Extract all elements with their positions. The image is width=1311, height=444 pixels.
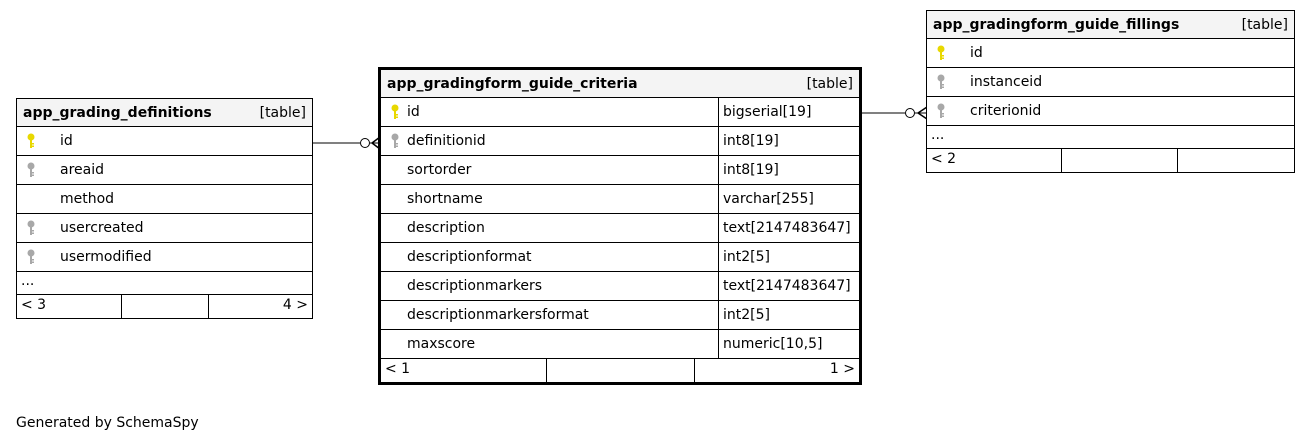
table-app-gradingform-guide-criteria[interactable] (378, 67, 862, 385)
column-row[interactable] (381, 127, 859, 156)
column-name: definitionid (407, 133, 486, 149)
primary-key-icon (934, 44, 948, 62)
table-kind: [table] (1241, 16, 1288, 33)
column-type: int8[19] (718, 156, 779, 184)
column-name: usermodified (60, 249, 152, 265)
more-columns: ... (927, 126, 1294, 149)
generated-by-note: Generated by SchemaSpy (16, 415, 199, 431)
column-name: id (407, 104, 420, 120)
foreign-key-icon (24, 219, 38, 237)
column-name: sortorder (407, 162, 472, 178)
table-header (17, 99, 312, 127)
primary-key-icon (24, 132, 38, 150)
column-row[interactable] (927, 97, 1294, 126)
table-footer (927, 149, 1294, 172)
column-name: shortname (407, 191, 483, 207)
column-type: text[2147483647] (718, 272, 851, 300)
table-app-grading-definitions[interactable] (16, 98, 313, 319)
column-row[interactable] (381, 272, 859, 301)
column-name: id (60, 133, 73, 149)
foreign-key-icon (934, 73, 948, 91)
column-name: descriptionformat (407, 249, 532, 265)
foreign-key-icon (24, 248, 38, 266)
column-row[interactable] (17, 127, 312, 156)
column-type: int2[5] (718, 243, 770, 271)
column-row[interactable] (17, 185, 312, 214)
table-header (927, 11, 1294, 39)
relationship-criteria-fillings (860, 107, 927, 119)
column-type: bigserial[19] (718, 98, 811, 126)
column-row[interactable] (927, 68, 1294, 97)
column-type: varchar[255] (718, 185, 814, 213)
table-name: app_gradingform_guide_fillings (933, 16, 1180, 33)
foreign-key-icon (24, 161, 38, 179)
table-header (381, 70, 859, 98)
column-row[interactable] (17, 243, 312, 272)
column-type: text[2147483647] (718, 214, 851, 242)
column-type: int8[19] (718, 127, 779, 155)
parent-count[interactable]: < 1 (385, 361, 411, 377)
column-name: usercreated (60, 220, 144, 236)
column-name: method (60, 191, 115, 207)
relationship-definitions-criteria (313, 137, 380, 149)
column-row[interactable] (381, 243, 859, 272)
footer-divider (208, 295, 209, 318)
column-name: criterionid (970, 103, 1042, 119)
column-row[interactable] (381, 214, 859, 243)
column-name: maxscore (407, 336, 476, 352)
column-row[interactable] (381, 185, 859, 214)
column-row[interactable] (381, 301, 859, 330)
foreign-key-icon (934, 102, 948, 120)
column-name: descriptionmarkers (407, 278, 543, 294)
column-row[interactable] (381, 98, 859, 127)
column-name: areaid (60, 162, 104, 178)
column-row[interactable] (381, 156, 859, 185)
column-type: int2[5] (718, 301, 770, 329)
child-count[interactable]: 1 > (829, 361, 855, 377)
column-name: instanceid (970, 74, 1043, 90)
column-name: descriptionmarkersformat (407, 307, 589, 323)
column-row[interactable] (17, 156, 312, 185)
table-footer (17, 295, 312, 318)
foreign-key-icon (388, 132, 402, 150)
column-row[interactable] (17, 214, 312, 243)
table-kind: [table] (259, 104, 306, 121)
footer-divider (121, 295, 122, 318)
column-name: id (970, 45, 983, 61)
parent-count[interactable]: < 3 (21, 297, 47, 313)
column-row[interactable] (381, 330, 859, 359)
primary-key-icon (388, 103, 402, 121)
child-count[interactable]: 4 > (282, 297, 308, 313)
table-name: app_gradingform_guide_criteria (387, 75, 638, 92)
footer-divider (694, 359, 695, 382)
parent-count[interactable]: < 2 (931, 151, 957, 167)
footer-divider (1061, 149, 1062, 172)
column-type: numeric[10,5] (718, 330, 822, 358)
more-columns: ... (17, 272, 312, 295)
table-app-gradingform-guide-fillings[interactable] (926, 10, 1295, 173)
table-name: app_grading_definitions (23, 104, 212, 121)
column-row[interactable] (927, 39, 1294, 68)
table-kind: [table] (806, 75, 853, 92)
footer-divider (546, 359, 547, 382)
footer-divider (1177, 149, 1178, 172)
column-name: description (407, 220, 485, 236)
table-footer (381, 359, 859, 382)
